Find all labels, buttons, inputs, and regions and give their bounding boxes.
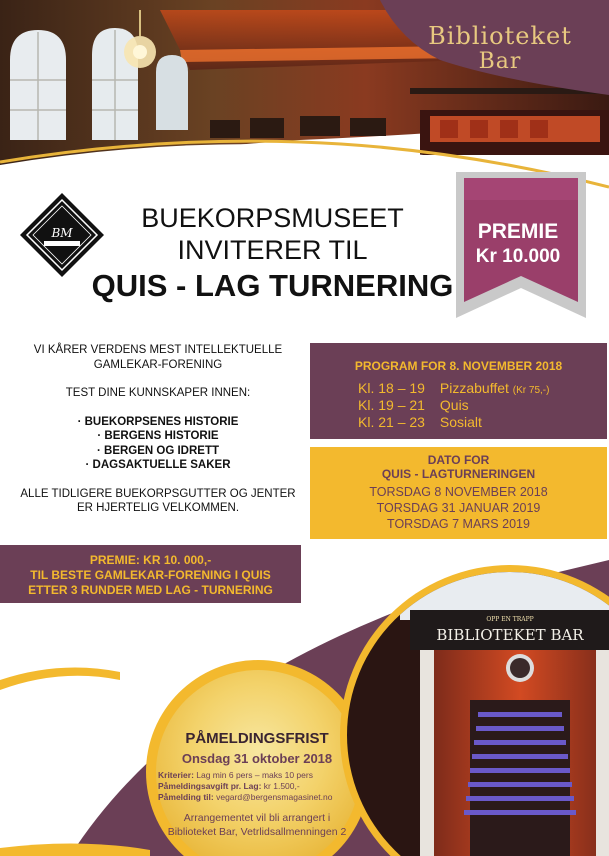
date-item: TORSDAG 8 NOVEMBER 2018 — [369, 485, 548, 499]
title-line1: BUEKORPSMUSEET — [141, 203, 404, 233]
prize-ribbon-text — [466, 219, 570, 269]
prize-line3: ETTER 3 RUNDER MED LAG - TURNERING — [28, 583, 273, 597]
ribbon-line1: PREMIE — [477, 220, 559, 243]
topic-item: · BERGENS HISTORIE — [97, 430, 219, 442]
intro-line1: VI KÅRER VERDENS MEST INTELLEKTUELLE — [33, 344, 283, 356]
brand-line2: Bar — [478, 49, 522, 74]
topic-item: · BERGEN OG IDRETT — [96, 444, 220, 457]
program-time: Kl. 19 – 21 — [358, 397, 425, 413]
date-item: TORSDAG 7 MARS 2019 — [387, 517, 530, 531]
program-row — [358, 380, 549, 396]
event-title — [60, 203, 485, 305]
program-time: Kl. 21 – 23 — [358, 414, 425, 430]
program-title: PROGRAM FOR 8. NOVEMBER 2018 — [354, 359, 563, 373]
svg-text:BM: BM — [51, 226, 73, 240]
venue-line1: Arrangementet vil bli arrangert i — [183, 812, 331, 824]
intro-line3: TEST DINE KUNNSKAPER INNEN: — [65, 387, 251, 399]
dates-title2: QUIS - LAGTURNERINGEN — [381, 467, 536, 481]
dates-box — [310, 447, 607, 539]
ribbon-line2: Kr 10.000 — [475, 246, 561, 267]
topic-item: · BUEKORPSENES HISTORIE — [77, 415, 239, 428]
title-line2: INVITERER TIL — [177, 235, 368, 265]
welcome-line2: ER HJERTELIG VELKOMMEN. — [76, 502, 240, 514]
program-row — [358, 397, 469, 413]
program-event: Sosialt — [439, 414, 482, 430]
fee-row: Påmeldingsavgift pr. Lag: kr 1.500,- — [158, 781, 300, 791]
program-event: Quis — [439, 397, 469, 413]
prize-line1: PREMIE: KR 10. 000,- — [89, 553, 212, 567]
criteria-row: Kriterier: Lag min 6 pers – maks 10 pers — [158, 770, 313, 780]
program-row — [358, 414, 482, 430]
sign-main-text: BIBLIOTEKET BAR — [436, 626, 584, 644]
deadline-heading: PÅMELDINGSFRIST — [185, 730, 329, 747]
program-box — [310, 343, 607, 439]
program-note: (Kr 75,-) — [512, 385, 550, 396]
intro-text — [8, 343, 308, 516]
brand-logo-text — [400, 22, 600, 74]
topic-item: · DAGSAKTUELLE SAKER — [85, 459, 231, 471]
program-time: Kl. 18 – 19 — [358, 380, 425, 396]
dates-title1: DATO FOR — [427, 453, 490, 467]
intro-line2: GAMLEKAR-FORENING — [93, 358, 223, 371]
date-item: TORSDAG 31 JANUAR 2019 — [376, 501, 541, 515]
venue-line2: Biblioteket Bar, Vetrlidsallmenningen 2 — [167, 826, 347, 838]
venue-text — [148, 811, 366, 839]
prize-line2: TIL BESTE GAMLEKAR-FORENING I QUIS — [30, 568, 271, 582]
title-line3: QUIS - LAG TURNERING — [91, 268, 454, 303]
deadline-date: Onsdag 31 oktober 2018 — [181, 751, 333, 766]
criteria-list — [148, 770, 366, 803]
brand-line1: Biblioteket — [428, 22, 572, 50]
contact-row: Påmelding til: vegard@bergensmagasinet.no — [158, 792, 333, 802]
registration-deadline — [148, 730, 366, 839]
program-event: Pizzabuffet — [439, 380, 509, 396]
sign-top-text: OPP EN TRAPP — [486, 616, 534, 623]
welcome-line1: ALLE TIDLIGERE BUEKORPSGUTTER OG JENTER — [20, 487, 296, 500]
